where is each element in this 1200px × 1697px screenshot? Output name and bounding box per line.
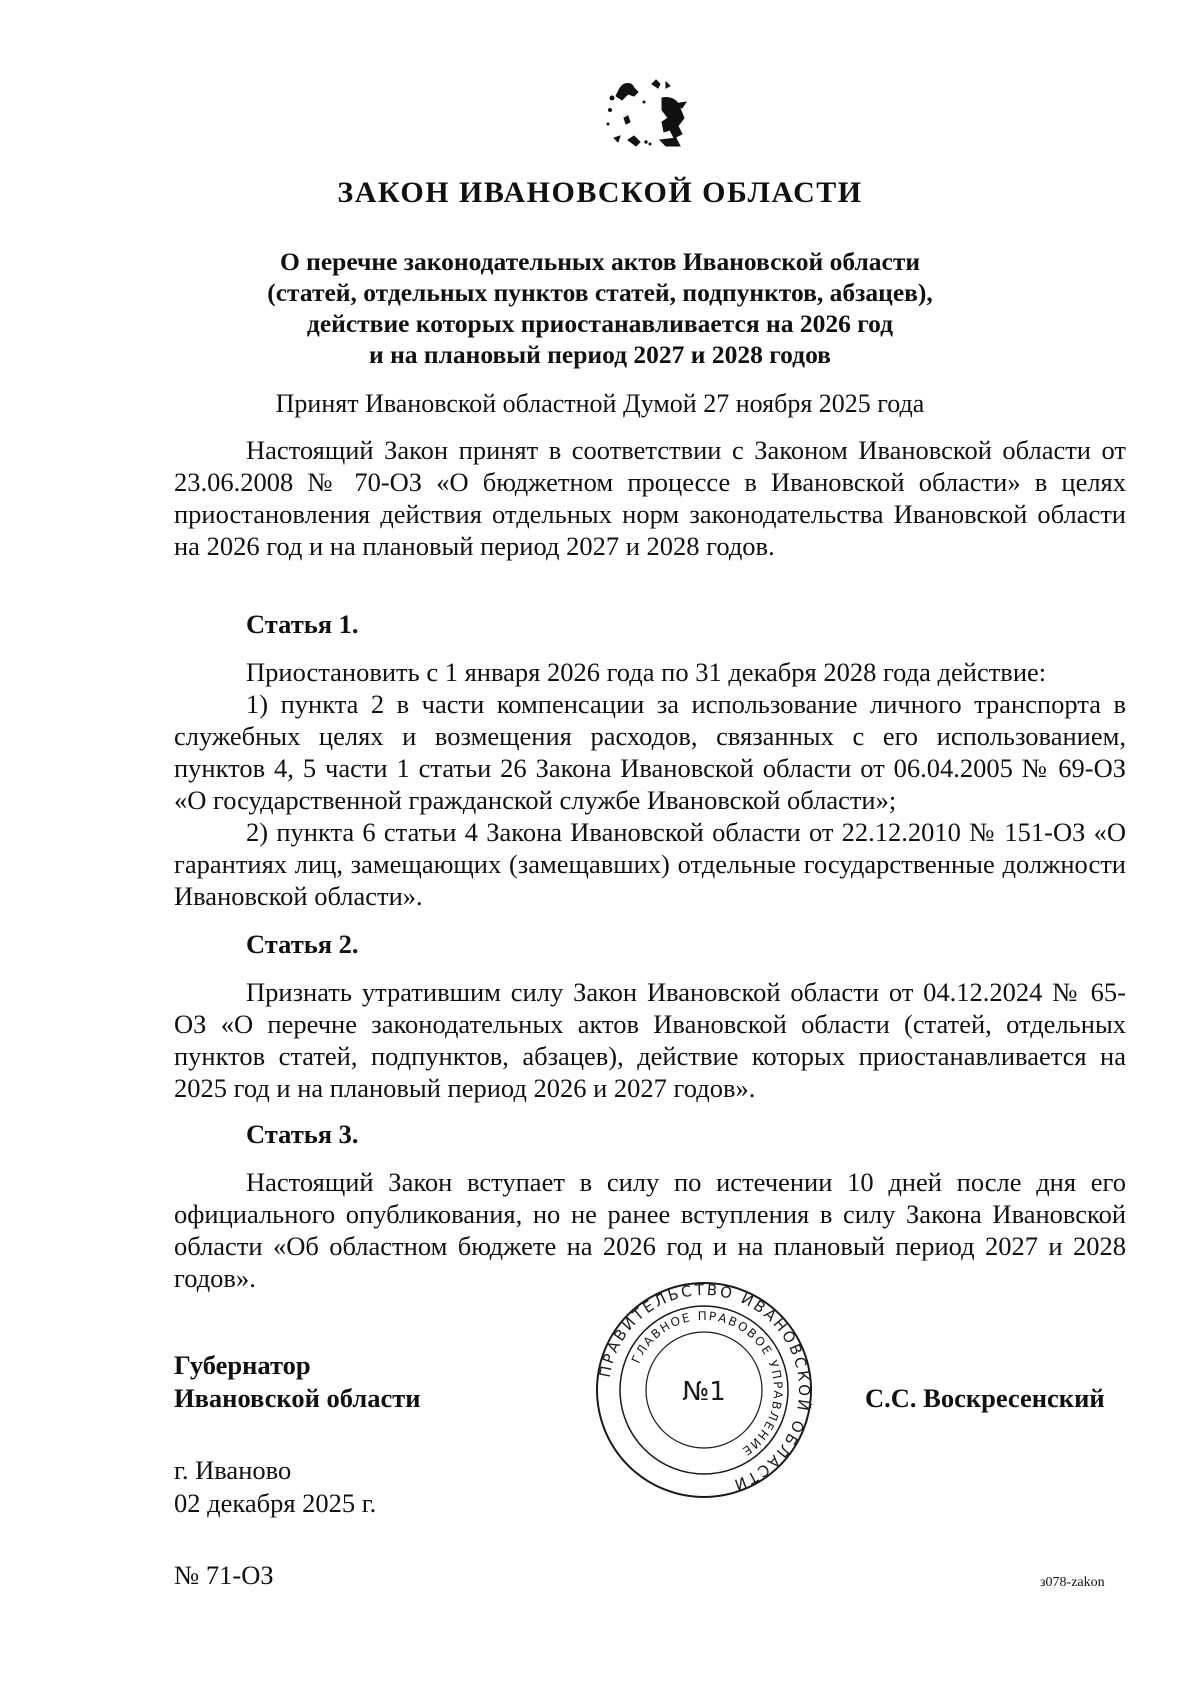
place: г. Иваново bbox=[174, 1455, 292, 1485]
article-paragraph: Приостановить с 1 января 2026 года по 31 декабря 2028 года действие: bbox=[246, 657, 1047, 687]
document-code: з078-zakon bbox=[1040, 1575, 1105, 1590]
law-title-line: и на плановый период 2027 и 2028 годов bbox=[369, 340, 831, 369]
article-1-heading: Статья 1. bbox=[246, 609, 359, 639]
seal-inner-text: ГЛАВНОЕ ПРАВОВОЕ УПРАВЛЕНИЕ bbox=[628, 1308, 786, 1459]
signatory-position-line: Ивановской области bbox=[174, 1383, 421, 1413]
law-title-line: О перечне законодательных актов Ивановской области bbox=[279, 247, 921, 276]
date: 02 декабря 2025 г. bbox=[174, 1488, 377, 1518]
signatory-position bbox=[174, 1349, 421, 1415]
article-1-body bbox=[174, 656, 1126, 912]
preamble bbox=[174, 434, 1126, 562]
article-3-heading: Статья 3. bbox=[246, 1119, 359, 1149]
article-paragraph: 1) пункта 2 в части компенсации за использование личного транспорта в служебных целях и возмещения расходов, связанных с его использованием, пунктов 4, 5 части 1 статьи 26 Закона Ивановской области от 06.04.2005 № 69-ОЗ «О государственной гражданской службе Ивановской области»; bbox=[174, 689, 1126, 815]
coat-of-arms-icon bbox=[600, 78, 696, 160]
article-paragraph: 2) пункта 6 статьи 4 Закона Ивановской области от 22.12.2010 № 151-ОЗ «О гарантиях лиц, замещающих (замещавших) отдельные государственные должности Ивановской области». bbox=[174, 817, 1126, 911]
article-2-heading: Статья 2. bbox=[246, 929, 359, 959]
official-seal bbox=[594, 1280, 814, 1500]
law-heading: ЗАКОН ИВАНОВСКОЙ ОБЛАСТИ bbox=[337, 176, 863, 209]
seal-outer-text: ПРАВИТЕЛЬСТВО ИВАНОВСКОЙ ОБЛАСТИ bbox=[595, 1280, 814, 1495]
article-2-body bbox=[174, 976, 1126, 1104]
article-3-body bbox=[174, 1166, 1126, 1294]
place-and-date bbox=[174, 1454, 376, 1520]
article-paragraph: Настоящий Закон вступает в силу по истечении 10 дней после дня его официального опубликования, но не ранее вступления в силу Закона Ивановской области «Об областном бюджете на 2026 год и на плановый период 2027 и 2028 годов». bbox=[174, 1167, 1126, 1293]
law-number: № 71-ОЗ bbox=[174, 1560, 274, 1590]
adoption-note: Принят Ивановской областной Думой 27 ноября 2025 года bbox=[275, 389, 925, 418]
preamble-paragraph: Настоящий Закон принят в соответствии с Законом Ивановской области от 23.06.2008 № 70-ОЗ «О бюджетном процессе в Ивановской области» в целях приостановления действия отдельных норм законодательства Ивановской области на 2026 год и на плановый период 2027 и 2028 годов. bbox=[174, 435, 1126, 561]
law-title-line: действие которых приостанавливается на 2026 год bbox=[306, 309, 894, 338]
seal-number: №1 bbox=[682, 1377, 726, 1407]
law-title bbox=[230, 246, 970, 370]
signatory-position-line: Губернатор bbox=[174, 1350, 311, 1380]
law-title-line: (статей, отдельных пунктов статей, подпунктов, абзацев), bbox=[267, 278, 933, 307]
signatory-name: С.С. Воскресенский bbox=[865, 1383, 1105, 1413]
article-paragraph: Признать утратившим силу Закон Ивановской области от 04.12.2024 № 65-ОЗ «О перечне законодательных актов Ивановской области (статей, отдельных пунктов статей, подпунктов, абзацев), действие которых приостанавливается на 2025 год и на плановый период 2026 и 2027 годов». bbox=[174, 977, 1126, 1103]
